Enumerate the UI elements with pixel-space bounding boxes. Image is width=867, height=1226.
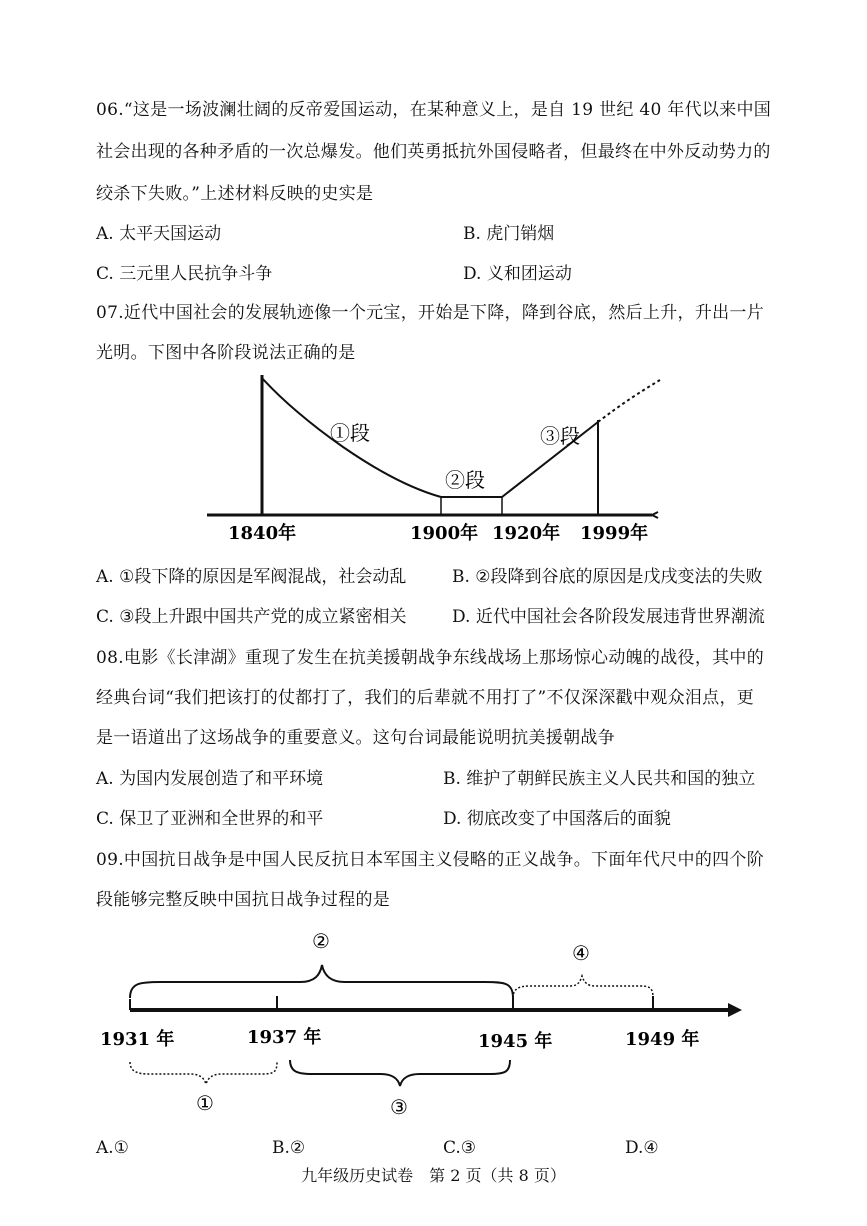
- q07-option-b[interactable]: B. ②段降到谷底的原因是戊戌变法的失败: [452, 567, 763, 587]
- q07-stem-line-2: 光明。下图中各阶段说法正确的是: [96, 343, 356, 363]
- label-segment-2: ②段: [445, 468, 485, 492]
- timeline-mark-1: ①: [196, 1091, 214, 1115]
- timeline-year-1937: 1937 年: [247, 1027, 322, 1048]
- brace-4: [513, 976, 653, 998]
- q07-stem-line-1: 07.近代中国社会的发展轨迹像一个元宝，开始是下降，降到谷底，然后上升，升出一片: [96, 303, 765, 323]
- timeline-mark-4: ④: [572, 941, 590, 965]
- brace-3: [290, 1060, 510, 1086]
- year-1999: 1999年: [580, 523, 649, 544]
- year-1900: 1900年: [410, 523, 479, 544]
- q08-stem-line-3: 是一语道出了这场战争的重要意义。这句台词最能说明抗美援朝战争: [96, 728, 615, 748]
- q09-stem-line-1: 09.中国抗日战争是中国人民反抗日本军国主义侵略的正义战争。下面年代尺中的四个阶: [96, 850, 765, 870]
- q08-option-d[interactable]: D. 彻底改变了中国落后的面貌: [443, 809, 671, 829]
- q09-option-a[interactable]: A.①: [96, 1138, 129, 1158]
- timeline-mark-2: ②: [312, 929, 330, 953]
- timeline-year-1949: 1949 年: [625, 1029, 700, 1050]
- label-segment-3: ③段: [540, 424, 580, 448]
- brace-1: [130, 1062, 277, 1084]
- brace-2: [130, 965, 513, 998]
- q09-option-c[interactable]: C.③: [443, 1138, 477, 1158]
- development-curve-dashed: [598, 380, 660, 422]
- q06-option-d[interactable]: D. 义和团运动: [463, 264, 572, 284]
- q09-stem-line-2: 段能够完整反映中国抗日战争过程的是: [96, 890, 391, 910]
- timeline-mark-3: ③: [390, 1095, 408, 1119]
- q09-option-b[interactable]: B.②: [272, 1138, 306, 1158]
- timeline-year-1945: 1945 年: [478, 1031, 553, 1052]
- q06-stem-line-3: 绞杀下失败。”上述材料反映的史实是: [96, 184, 374, 204]
- q09-option-d[interactable]: D.④: [625, 1138, 659, 1158]
- label-segment-1: ①段: [330, 421, 370, 445]
- q08-option-a[interactable]: A. 为国内发展创造了和平环境: [96, 769, 324, 789]
- year-1840: 1840年: [228, 523, 297, 544]
- timeline-year-1931: 1931 年: [100, 1029, 175, 1050]
- page-footer: 九年级历史试卷 第 2 页（共 8 页）: [301, 1166, 566, 1185]
- q09-timeline: [100, 929, 742, 1119]
- q08-option-c[interactable]: C. 保卫了亚洲和全世界的和平: [96, 809, 324, 829]
- q07-option-a[interactable]: A. ①段下降的原因是军阀混战，社会动乱: [96, 567, 407, 587]
- q06-stem-line-2: 社会出现的各种矛盾的一次总爆发。他们英勇抵抗外国侵略者，但最终在中外反动势力的: [96, 142, 771, 162]
- q07-option-d[interactable]: D. 近代中国社会各阶段发展违背世界潮流: [452, 607, 765, 627]
- q06-option-b[interactable]: B. 虎门销烟: [463, 224, 555, 244]
- q06-option-c[interactable]: C. 三元里人民抗争斗争: [96, 264, 273, 284]
- q06-option-a[interactable]: A. 太平天国运动: [96, 224, 222, 244]
- year-1920: 1920年: [492, 523, 561, 544]
- q07-option-c[interactable]: C. ③段上升跟中国共产党的成立紧密相关: [96, 607, 407, 627]
- q08-stem-line-2: 经典台词“我们把该打的仗都打了，我们的后辈就不用打了”不仅深深戳中观众泪点，更: [96, 688, 755, 708]
- q06-stem-line-1: 06.“这是一场波澜壮阔的反帝爱国运动，在某种意义上，是自 19 世纪 40 年代以来中国: [96, 100, 772, 120]
- q08-option-b[interactable]: B. 维护了朝鲜民族主义人民共和国的独立: [443, 769, 756, 789]
- q08-stem-line-1: 08.电影《长津湖》重现了发生在抗美援朝战争东线战场上那场惊心动魄的战役，其中的: [96, 648, 765, 668]
